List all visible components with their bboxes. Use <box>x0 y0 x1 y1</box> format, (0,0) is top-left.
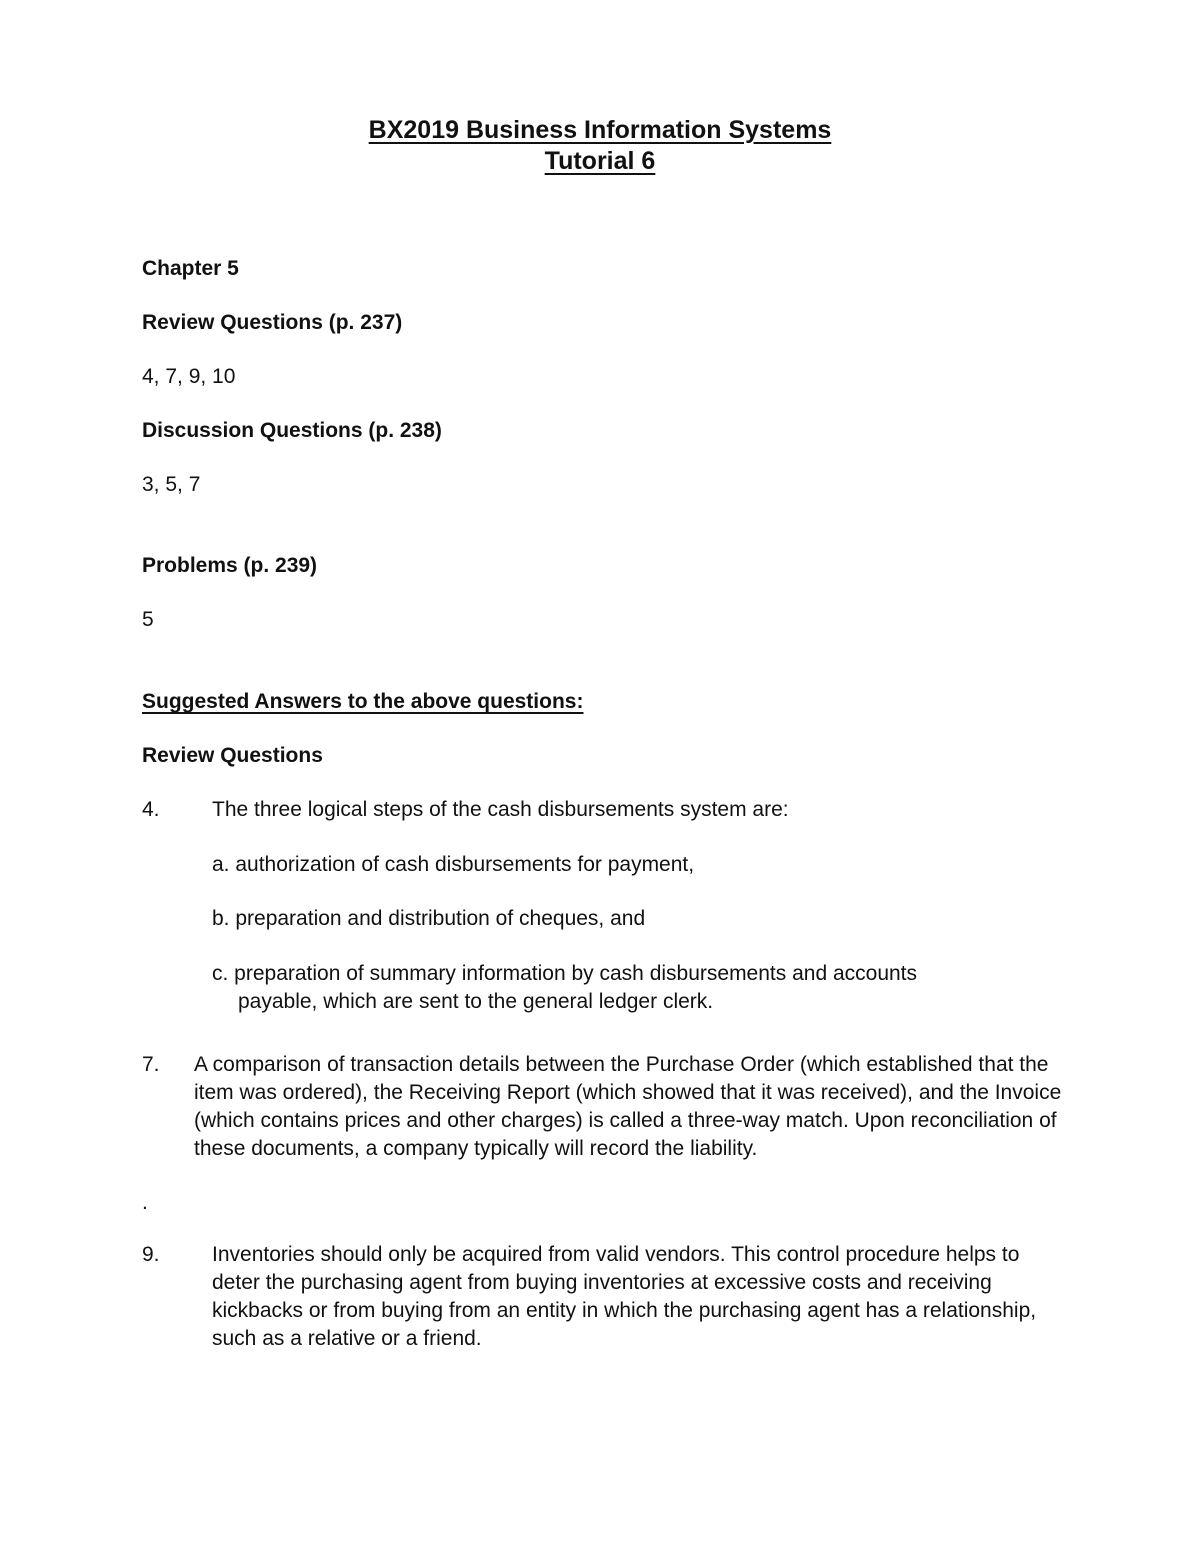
answer-7-text: A comparison of transaction details between the Purchase Order (which established that the item was ordered), the Receiving Report (which showed that it was received), and the Invoice (which contains prices and other charges) is called a three-way match. Upon reconciliation of these documents, a company typically will record the liability. <box>194 1053 1062 1160</box>
discussion-questions-list: 3, 5, 7 <box>142 473 201 496</box>
problems-heading: Problems (p. 239) <box>142 554 318 577</box>
suggested-answers-heading: Suggested Answers to the above questions: <box>142 690 584 713</box>
chapter-heading: Chapter 5 <box>142 257 239 280</box>
answer-4-item-b: b. preparation and distribution of cheques, and <box>212 907 646 930</box>
course-title: BX2019 Business Information Systems <box>368 116 832 144</box>
answer-number-4: 4. <box>142 798 160 821</box>
stray-dot: . <box>142 1191 148 1214</box>
answer-4-item-a: a. authorization of cash disbursements for payment, <box>212 853 695 876</box>
review-questions-heading: Review Questions (p. 237) <box>142 311 403 334</box>
answer-number-7: 7. <box>142 1053 160 1076</box>
answer-4-intro: The three logical steps of the cash disbursements system are: <box>212 798 789 821</box>
answer-9-text: Inventories should only be acquired from valid vendors. This control procedure helps to deter the purchasing agent from buying inventories at excessive costs and receiving kickbacks or from buying from an entity in which the purchasing agent has a relationship, such as a relative or a friend. <box>212 1243 1037 1350</box>
answer-4-item-c-line2: payable, which are sent to the general ledger clerk. <box>238 990 714 1013</box>
answers-review-heading: Review Questions <box>142 744 323 767</box>
tutorial-title: Tutorial 6 <box>544 147 656 175</box>
answer-4-item-c-line1: c. preparation of summary information by cash disbursements and accounts <box>212 962 918 985</box>
problems-list: 5 <box>142 608 154 631</box>
discussion-questions-heading: Discussion Questions (p. 238) <box>142 419 442 442</box>
review-questions-list: 4, 7, 9, 10 <box>142 365 236 388</box>
answer-number-9: 9. <box>142 1243 160 1266</box>
